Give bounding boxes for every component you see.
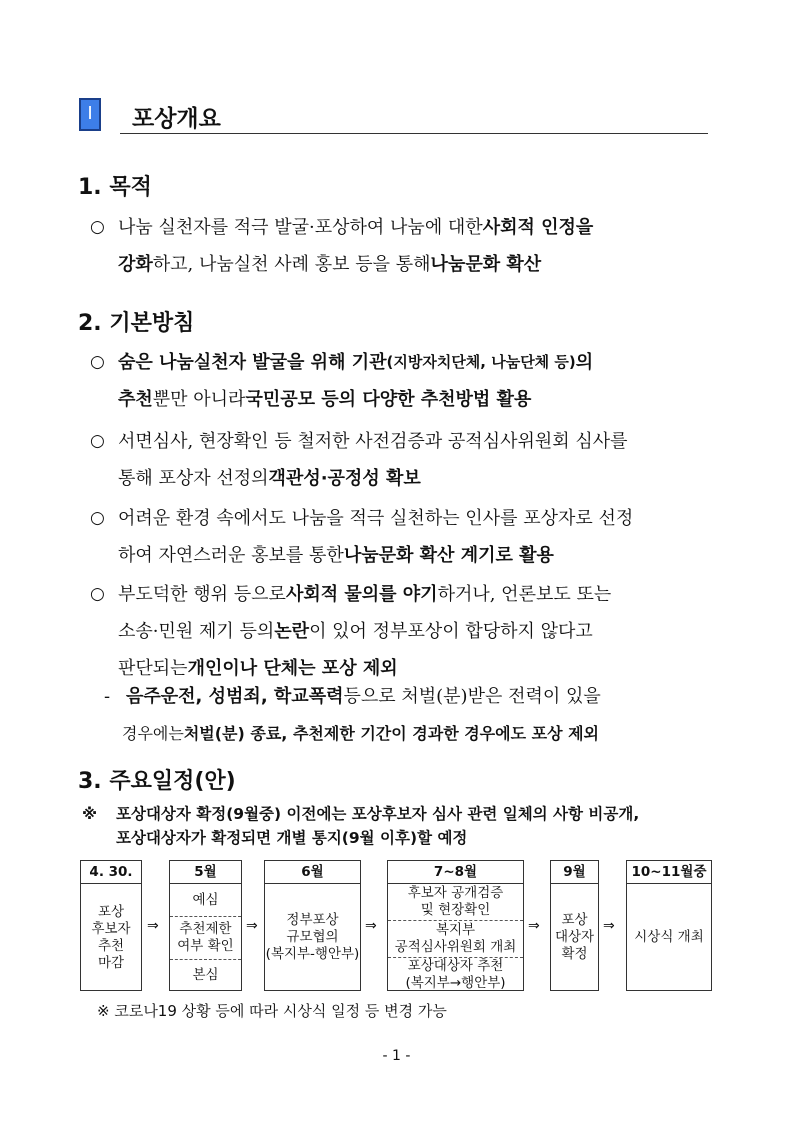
bold-text: (지방자치단체, 나눔단체 등)	[386, 353, 576, 371]
purpose-paragraph	[90, 209, 720, 283]
timeline-step-ceremony	[626, 860, 712, 991]
section-purpose-heading: 1. 목적	[78, 175, 152, 200]
timeline-step-deadline	[80, 860, 142, 991]
chapter-underline	[120, 133, 708, 134]
bullet-circle: ○	[90, 431, 105, 451]
step-text: 후보자 공개검증	[407, 885, 504, 901]
bold-text: 추천	[118, 389, 153, 410]
bold-text: 의	[575, 352, 594, 373]
bullet-circle: ○	[90, 217, 105, 237]
note-mark: ※	[82, 805, 98, 823]
step-text: 대상자	[554, 929, 595, 945]
timeline-step-verification	[387, 860, 524, 991]
step-date: 7~8월	[388, 861, 523, 884]
text: 하거나, 언론보도 또는	[437, 584, 612, 605]
step-text: 시상식 개최	[634, 929, 704, 945]
policy-item-2	[90, 423, 720, 497]
step-text: 추천	[97, 937, 125, 954]
bold-text: 논란	[274, 621, 310, 642]
step-date: 6월	[265, 861, 360, 884]
timeline-step-confirm	[550, 860, 599, 991]
step-text: 포상대상자 추천	[407, 957, 504, 974]
timeline-step-review	[169, 860, 242, 991]
step-text: 마감	[97, 954, 125, 971]
text: 판단되는	[118, 658, 188, 679]
policy-item-4	[90, 576, 720, 687]
bullet-circle: ○	[90, 584, 105, 604]
step-text: 추천제한	[179, 921, 232, 937]
step-date: 5월	[170, 861, 241, 884]
bold-text: 나눔문화 확산	[430, 254, 542, 275]
policy-item-3	[90, 500, 720, 574]
step-text: 복지부	[435, 922, 476, 938]
text: 포상대상자가 확정되면 개별 통지(9월 이후)할 예정	[116, 829, 468, 847]
right-arrow-icon: ⇒	[147, 918, 159, 934]
text: 뿐만 아니라	[152, 389, 246, 410]
step-text: 본심	[192, 966, 219, 983]
text: 포상대상자 확정(9월중) 이전에는 포상후보자 심사 관련 일체의 사항 비공개,	[116, 805, 640, 823]
step-text: 후보자	[91, 920, 131, 937]
policy-item-1	[90, 344, 720, 418]
right-arrow-icon: ⇒	[246, 918, 258, 934]
chapter-title: 포상개요	[132, 106, 221, 132]
dash-mark: -	[104, 686, 111, 707]
footnote: ※ 코로나19 상황 등에 따라 시상식 일정 등 변경 가능	[97, 1002, 447, 1020]
bold-text: 국민공모 등의 다양한 추천방법 활용	[245, 389, 532, 410]
bold-text: 개인이나 단체는 포상 제외	[187, 658, 398, 679]
step-date: 4. 30.	[81, 861, 141, 884]
section-policy-heading: 2. 기본방침	[78, 311, 195, 336]
right-arrow-icon: ⇒	[528, 918, 540, 934]
bold-text: 처벌(분) 종료, 추천제한 기간이 경과한 경우에도 포상 제외	[183, 724, 600, 743]
step-text: 규모협의	[286, 929, 339, 945]
text: 등으로 처벌(분)받은 전력이 있을	[343, 686, 601, 707]
text: 소송·민원 제기 등의	[118, 621, 275, 642]
step-date: 9월	[551, 861, 598, 884]
bold-text: 강화	[118, 254, 153, 275]
right-arrow-icon: ⇒	[603, 918, 615, 934]
text: 하고, 나눔실천 사례 홍보 등을 통해	[152, 254, 431, 275]
step-text: (복지부→행안부)	[405, 974, 506, 991]
step-text: (복지부-행안부)	[265, 946, 360, 962]
step-text: 포상	[561, 912, 588, 928]
timeline-step-consultation	[264, 860, 361, 991]
step-date: 10~11월중	[627, 861, 711, 884]
text: 부도덕한 행위 등으로	[118, 584, 286, 605]
step-text: 공적심사위원회 개최	[394, 939, 517, 955]
schedule-note	[82, 802, 742, 850]
section-schedule-heading: 3. 주요일정(안)	[78, 769, 236, 794]
bold-text: 사회적 인정을	[482, 217, 594, 238]
page-number: - 1 -	[382, 1048, 411, 1064]
bold-text: 객관성·공정성 확보	[268, 468, 421, 489]
bold-text: 음주운전, 성범죄, 학교폭력	[126, 686, 344, 707]
bold-text: 사회적 물의를 야기	[285, 584, 438, 605]
step-text: 및 현장확인	[420, 902, 491, 918]
chapter-number-badge: Ⅰ	[79, 98, 101, 131]
text: 나눔 실천자를 적극 발굴·포상하여 나눔에 대한	[118, 217, 483, 238]
policy-item-4-sub	[104, 678, 724, 752]
text: 어려운 환경 속에서도 나눔을 적극 실천하는 인사를 포상자로 선정	[118, 508, 634, 529]
step-text: 여부 확인	[177, 938, 234, 954]
text: 통해 포상자 선정의	[118, 468, 269, 489]
bullet-circle: ○	[90, 508, 105, 528]
text: 경우에는	[122, 724, 184, 743]
bold-text: 숨은 나눔실천자 발굴을 위해 기관	[118, 352, 387, 373]
text: 하여 자연스러운 홍보를 통한	[118, 545, 344, 566]
right-arrow-icon: ⇒	[365, 918, 377, 934]
bullet-circle: ○	[90, 352, 105, 372]
text: 이 있어 정부포상이 합당하지 않다고	[309, 621, 593, 642]
step-text: 정부포상	[286, 912, 339, 928]
bold-text: 나눔문화 확산 계기로 활용	[343, 545, 554, 566]
text: 서면심사, 현장확인 등 철저한 사전검증과 공적심사위원회 심사를	[118, 431, 628, 452]
step-text: 확정	[561, 946, 588, 962]
step-text: 포상	[97, 903, 125, 920]
step-text: 예심	[192, 891, 219, 908]
